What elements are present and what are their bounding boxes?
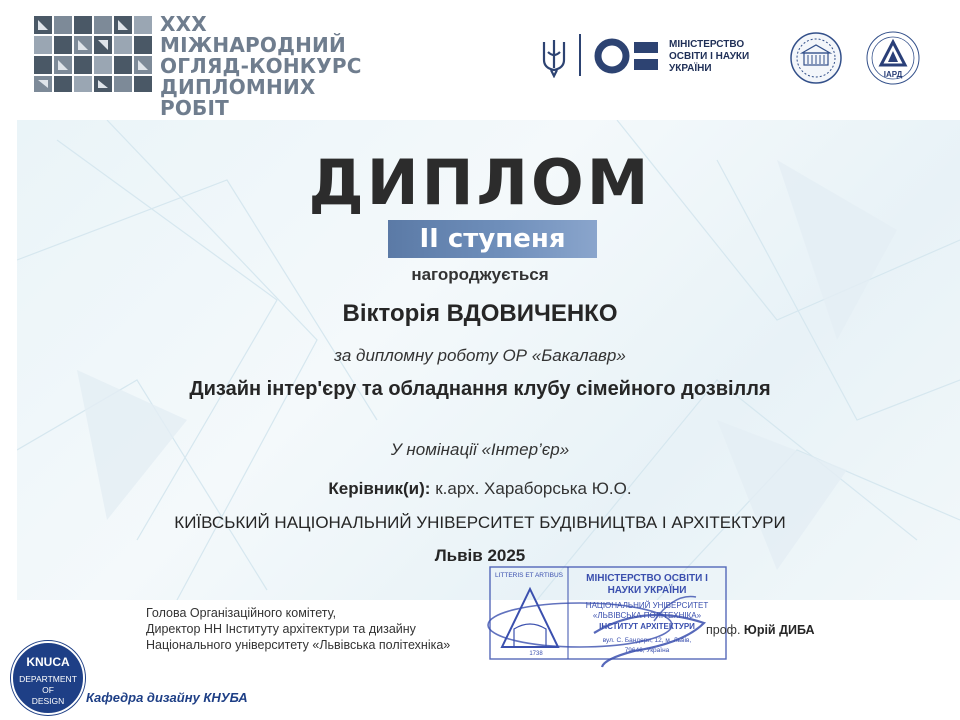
department-caption: Кафедра дизайну КНУБА xyxy=(86,690,248,705)
ministry-name xyxy=(669,39,779,75)
signature-block xyxy=(146,605,516,653)
supervisor xyxy=(0,479,960,499)
signature-line: Національного університету «Львівська політехніка» xyxy=(146,638,451,652)
degree-label: II ступеня xyxy=(419,224,566,254)
work-type: за дипломну роботу ОР «Бакалавр» xyxy=(334,346,626,365)
ministry-mark-icon xyxy=(594,38,662,74)
contest-title-line: ДИПЛОМНИХ РОБІТ xyxy=(160,75,316,120)
supervisor-label: Керівник(и): xyxy=(328,479,431,498)
nomination: У номінації «Інтер’єр» xyxy=(390,440,570,459)
stamp-text: 1738 xyxy=(529,651,543,657)
ministry-name-line: УКРАЇНИ xyxy=(669,63,712,74)
work-title: Дизайн інтер'єру та обладнання клубу сімейного дозвілля xyxy=(189,378,771,400)
contest-logo-mosaic-icon xyxy=(34,16,152,92)
university-name: КИЇВСЬКИЙ НАЦІОНАЛЬНИЙ УНІВЕРСИТЕТ БУДІВНИЦТВА І АРХІТЕКТУРИ xyxy=(174,513,786,532)
stamp-text: МІНІСТЕРСТВО ОСВІТИ І xyxy=(586,573,708,584)
department-badge xyxy=(11,641,85,715)
stamp-text: 79646, Україна xyxy=(624,647,670,654)
certificate-header xyxy=(0,0,960,118)
awarded-label: нагороджується xyxy=(411,265,549,284)
contest-title-line: XXX МІЖНАРОДНИЙ xyxy=(160,12,346,57)
university-seal-icon xyxy=(789,31,843,85)
stamp-text: НАУКИ УКРАЇНИ xyxy=(607,585,687,596)
iard-seal-icon xyxy=(864,29,922,87)
city-year: Львів 2025 xyxy=(434,546,526,565)
department-abbr: KNUCA xyxy=(26,655,70,669)
header-divider xyxy=(579,34,581,76)
stamp-text: НАЦІОНАЛЬНИЙ УНІВЕРСИТЕТ xyxy=(585,601,709,610)
stamp-text: LITTERIS ET ARTIBUS xyxy=(494,572,564,579)
contest-title-line: ОГЛЯД-КОНКУРС xyxy=(160,54,362,78)
diploma-title: ДИПЛОМ xyxy=(308,146,652,219)
department-badge-line: DESIGN xyxy=(31,696,65,706)
supervisor-name: к.арх. Хараборська Ю.О. xyxy=(435,479,632,498)
iard-seal-label: ІАРД xyxy=(883,70,903,79)
ukraine-trident-icon xyxy=(541,38,567,78)
signer xyxy=(706,622,815,638)
stamp-text: «ЛЬВІВСЬКА ПОЛІТЕХНІКА» xyxy=(592,611,702,620)
signature-line: Директор НН Інституту архітектури та дизайну xyxy=(146,622,416,636)
department-badge-line: DEPARTMENT xyxy=(19,674,77,684)
official-stamp xyxy=(484,563,730,673)
recipient-name: Вікторія ВДОВИЧЕНКО xyxy=(342,300,618,327)
ministry-name-line: ОСВІТИ І НАУКИ xyxy=(669,51,750,62)
stamp-text: ІНСТИТУТ АРХІТЕКТУРИ xyxy=(599,622,695,631)
signer-name: Юрій ДИБА xyxy=(743,623,815,637)
ministry-name-line: МІНІСТЕРСТВО xyxy=(669,39,745,50)
department-badge-line: OF xyxy=(42,685,54,695)
signature-line: Голова Організаційного комітету, xyxy=(146,606,337,620)
signer-title: проф. xyxy=(706,623,741,637)
stamp-text: вул. С. Бандери, 12, м. Львів, xyxy=(602,637,692,644)
